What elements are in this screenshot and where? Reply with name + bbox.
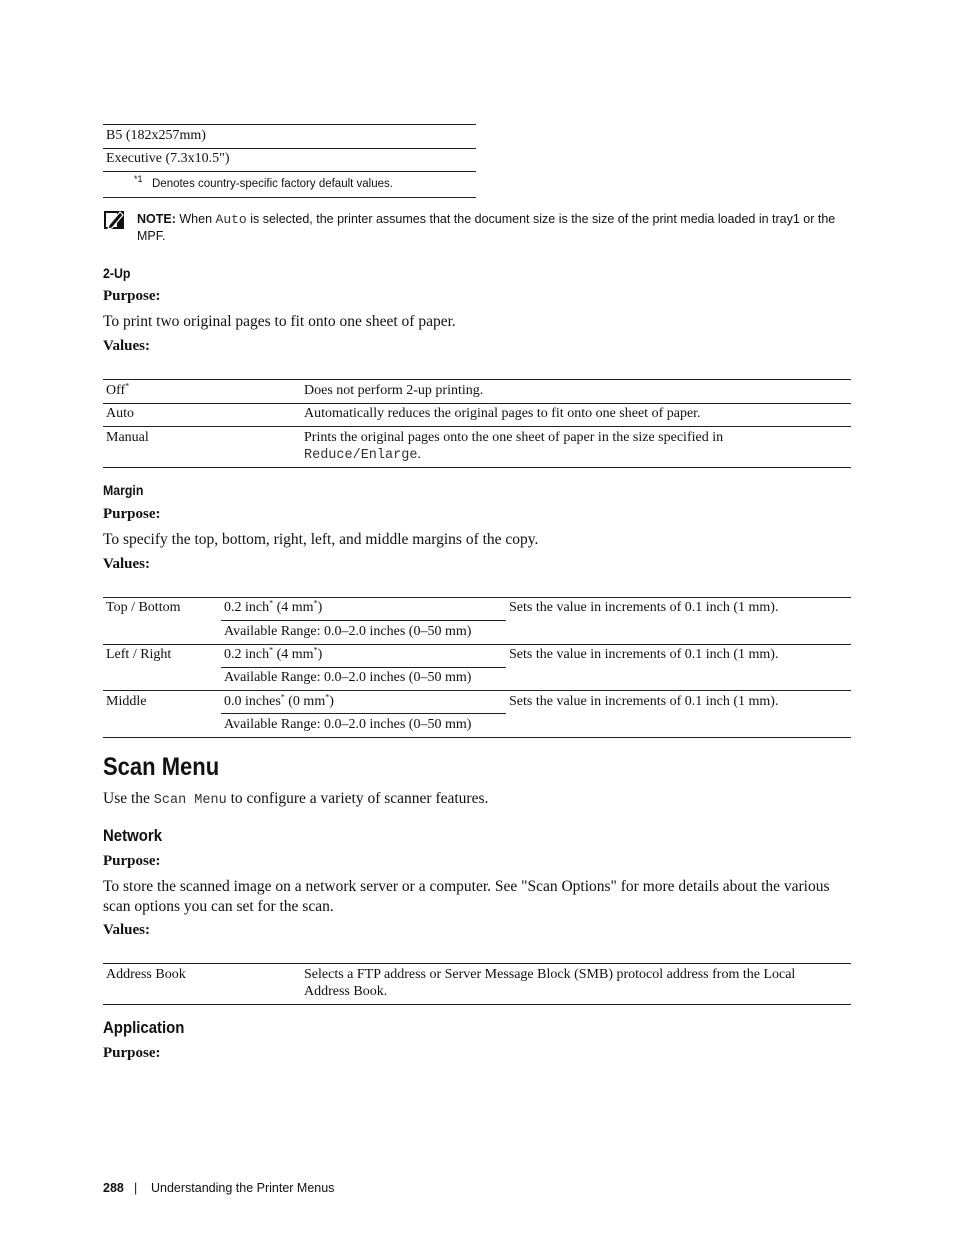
table-row-desc: Prints the original pages onto the one sheet of paper in the size specified in (304, 430, 724, 445)
table-row-desc: Sets the value in increments of 0.1 inch (1 mm). (509, 647, 779, 662)
footnote-mark: *1 (134, 174, 143, 184)
two-up-values-label: Values: (103, 338, 150, 354)
table-row-name: Auto (106, 406, 134, 421)
note-text: NOTE: When Auto is selected, the printer assumes that the document size is the size of the print media loaded in tray1 or the MPF. (137, 212, 836, 243)
margin-purpose-label: Purpose: (103, 506, 161, 522)
table-row-name: Manual (106, 430, 149, 445)
table-row-desc: Automatically reduces the original pages to fit onto one sheet of paper. (304, 406, 701, 421)
note-code-auto: Auto (215, 212, 247, 227)
two-up-purpose-label: Purpose: (103, 288, 161, 304)
two-up-heading: 2-Up (103, 265, 131, 281)
application-purpose-label: Purpose: (103, 1045, 161, 1061)
table-row-name: Address Book (106, 967, 186, 982)
table-row-name: Middle (106, 694, 147, 709)
scan-menu-intro: Use the Scan Menu to configure a variety of scanner features. (103, 790, 489, 808)
table-row-name: Left / Right (106, 647, 172, 662)
application-heading: Application (103, 1018, 185, 1037)
note-label: NOTE: (137, 212, 176, 226)
table-row-name: Off* (106, 381, 130, 398)
table-row-range: Available Range: 0.0–2.0 inches (0–50 mm) (224, 670, 472, 685)
table-row-range: Available Range: 0.0–2.0 inches (0–50 mm) (224, 717, 472, 732)
margin-heading: Margin (103, 482, 144, 498)
table-row-value: 0.2 inch* (4 mm*) (224, 598, 323, 615)
network-values-label: Values: (103, 922, 150, 938)
table-row-value: 0.2 inch* (4 mm*) (224, 645, 323, 662)
table-row-desc: Does not perform 2-up printing. (304, 383, 484, 398)
margin-purpose-text: To specify the top, bottom, right, left, and middle margins of the copy. (103, 531, 539, 548)
network-purpose-text: To store the scanned image on a network server or a computer. See "Scan Options" for more details about the various scan options you can set for the scan. (103, 878, 830, 915)
two-up-purpose-text: To print two original pages to fit onto one sheet of paper. (103, 313, 456, 330)
table-row-desc: Sets the value in increments of 0.1 inch (1 mm). (509, 694, 779, 709)
network-purpose-label: Purpose: (103, 853, 161, 869)
paper-size-b5: B5 (182x257mm) (106, 128, 206, 143)
footer-title: Understanding the Printer Menus (151, 1181, 335, 1195)
paper-size-executive: Executive (7.3x10.5") (106, 151, 230, 166)
table-row-range: Available Range: 0.0–2.0 inches (0–50 mm) (224, 624, 472, 639)
footer-separator: | (134, 1181, 138, 1195)
pencil-note-icon (104, 209, 126, 229)
table-row-desc: Selects a FTP address or Server Message Block (SMB) protocol address from the Local Address Book. (304, 967, 796, 999)
scan-menu-heading: Scan Menu (103, 753, 220, 781)
table-row-name: Top / Bottom (106, 600, 181, 615)
scan-menu-code: Scan Menu (153, 793, 227, 808)
network-heading: Network (103, 826, 163, 845)
footnote-text: Denotes country-specific factory default values. (152, 178, 393, 190)
table-row-value: 0.0 inches* (0 mm*) (224, 692, 334, 709)
margin-values-label: Values: (103, 556, 150, 572)
page-number: 288 (103, 1181, 124, 1195)
table-row-desc: Sets the value in increments of 0.1 inch (1 mm). (509, 600, 779, 615)
table-row-desc-code: Reduce/Enlarge. (304, 447, 421, 463)
